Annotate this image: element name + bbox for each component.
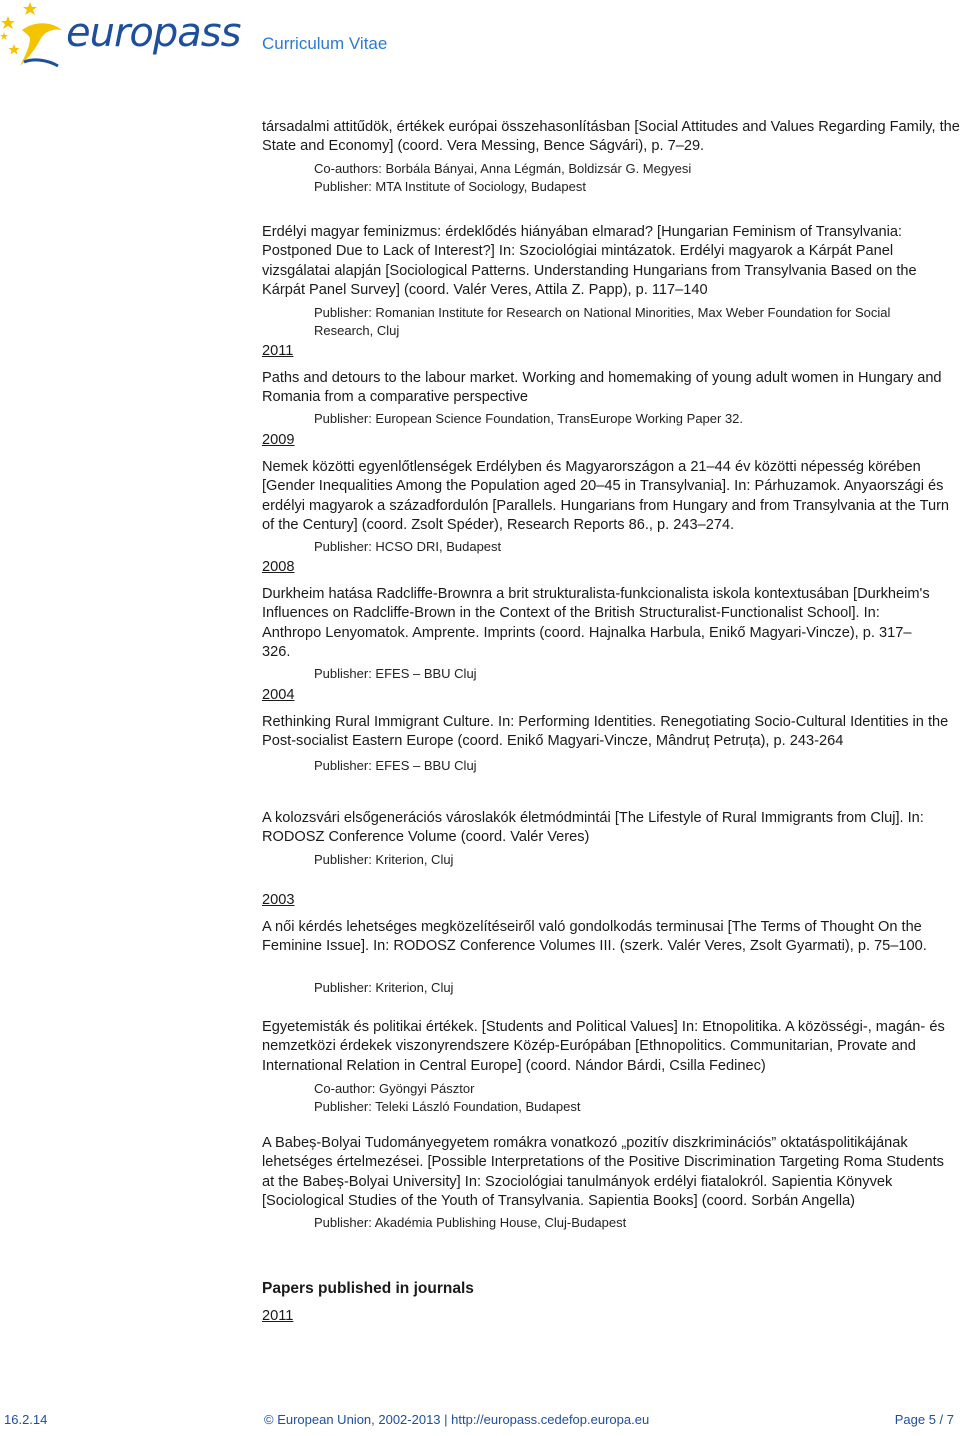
publication-details: Co-authors: Borbála Bányai, Anna Légmán, Boldizsár G. Megyesi Publisher: MTA Institute of Sociology, Budapest — [314, 161, 692, 194]
publication-entry: Durkheim hatása Radcliffe-Brownra a brit strukturalista-funkcionalista iskola kontextusában [Durkheim's Influences on Radcliffe-Brown in the Context of the British Structuralist-Functionalist School]. In: Anthropo Lenyomatok. Amprente. Imprints (coord. Hajnalka Harbula, Enikő Magyari-Vincze), p. 317–326. — [262, 586, 930, 661]
publication-details: Publisher: Kriterion, Cluj — [314, 980, 454, 995]
publication-entry: Paths and detours to the labour market. Working and homemaking of young adult women in Hungary and Romania from a comparative perspective — [262, 370, 942, 406]
header — [0, 0, 960, 90]
publication-entry: A női kérdés lehetséges megközelítéseiről való gondolkodás terminusai [The Terms of Thought On the Feminine Issue]. In: RODOSZ Conference Volumes III. (szerk. Valér Veres, Zsolt Gyarmati), p. 75–100. — [262, 919, 927, 955]
publication-entry: A Babeș-Bolyai Tudományegyetem romákra vonatkozó „pozitív diszkriminációs” oktatáspolitikájának lehetséges értelmezései. [Possible Interpretations of the Positive Discrimination Targeting Roma Students at the Babeș-Bolyai University] In: Szociológiai tanulmányok erdélyi fiatalokról. Sapientia Könyvek [Sociological Studies of the Youth of Transylvania. Sapientia Books] (coord. Sorbán Angella) — [262, 1135, 944, 1210]
publication-details: Publisher: Kriterion, Cluj — [314, 852, 454, 867]
publication-details: Publisher: EFES – BBU Cluj — [314, 666, 477, 681]
publication-details: Publisher: European Science Foundation, TransEurope Working Paper 32. — [314, 411, 744, 426]
publication-details: Co-author: Gyöngyi Pásztor Publisher: Teleki László Foundation, Budapest — [314, 1081, 581, 1114]
publication-entry: Egyetemisták és politikai értékek. [Students and Political Values] In: Etnopolitika. A közösségi-, magán- és nemzetközi érdekek viszonyrendszere Közép-Európában [Ethnopolitics. Communitarian, Provate and International Relation in Central Europe] (coord. Nándor Bárdi, Csilla Fedinec) — [262, 1019, 945, 1074]
publication-entry: Erdélyi magyar feminizmus: érdeklődés hiányában elmarad? [Hungarian Feminism of Transylvania: Postponed Due to Lack of Interest?] In: Szociológiai mintázatok. Erdélyi magyarok a Kárpát Panel vizsgálatai alapján [Sociological Patterns. Understanding Hungarians from Transylvania Based on the Kárpát Panel Survey] (coord. Valér Veres, Attila Z. Papp), p. 117–140 — [262, 224, 917, 299]
europass-logo — [0, 0, 240, 80]
publication-entry: Rethinking Rural Immigrant Culture. In: Performing Identities. Renegotiating Socio-Cultural Identities in the Post-socialist Eastern Europe (coord. Enikő Magyari-Vincze, Mândruț Petruța), p. 243-264 — [262, 714, 949, 750]
year-label: 2009 — [262, 432, 295, 448]
publication-details: Publisher: HCSO DRI, Budapest — [314, 539, 502, 554]
footer-date: 16.2.14 — [4, 1412, 48, 1427]
year-label: 2003 — [262, 892, 295, 908]
section-heading: Papers published in journals — [262, 1280, 474, 1297]
publication-details: Publisher: Akadémia Publishing House, Cluj-Budapest — [314, 1215, 627, 1230]
publication-entry: társadalmi attitűdök, értékek európai összehasonlításban [Social Attitudes and Values Regarding Family, the State and Economy] (coord. Vera Messing, Bence Ságvári), p. 7–29. — [262, 119, 960, 155]
logo-wordmark: europass — [66, 10, 241, 56]
year-label: 2008 — [262, 559, 295, 575]
year-label: 2004 — [262, 687, 295, 703]
year-label: 2011 — [262, 1308, 294, 1324]
publication-entry: A kolozsvári elsőgenerációs városlakók életmódmintái [The Lifestyle of Rural Immigrants from Cluj]. In: RODOSZ Conference Volume (coord. Valér Veres) — [262, 810, 924, 846]
document-title: Curriculum Vitae — [262, 34, 388, 53]
publication-details: Publisher: EFES – BBU Cluj — [314, 758, 477, 773]
footer-copyright[interactable]: © European Union, 2002-2013 | http://europass.cedefop.europa.eu — [264, 1412, 650, 1427]
publication-entry: Nemek közötti egyenlőtlenségek Erdélyben és Magyarországon a 21–44 év közötti népesség körében [Gender Inequalities Among the Population aged 20–45 in Transylvania]. In: Párhuzamok. Anyaországi és erdélyi magyarok a századfordulón [Parallels. Hungarians from Hungary and from Transylvania at the Turn of the Century] (coord. Zsolt Spéder), Research Reports 86., p. 243–274. — [262, 459, 950, 534]
year-label: 2011 — [262, 343, 294, 359]
publication-details: Publisher: Romanian Institute for Research on National Minorities, Max Weber Foundation for Social Research, Cluj — [314, 305, 891, 338]
footer-page-number: Page 5 / 7 — [894, 1412, 954, 1427]
